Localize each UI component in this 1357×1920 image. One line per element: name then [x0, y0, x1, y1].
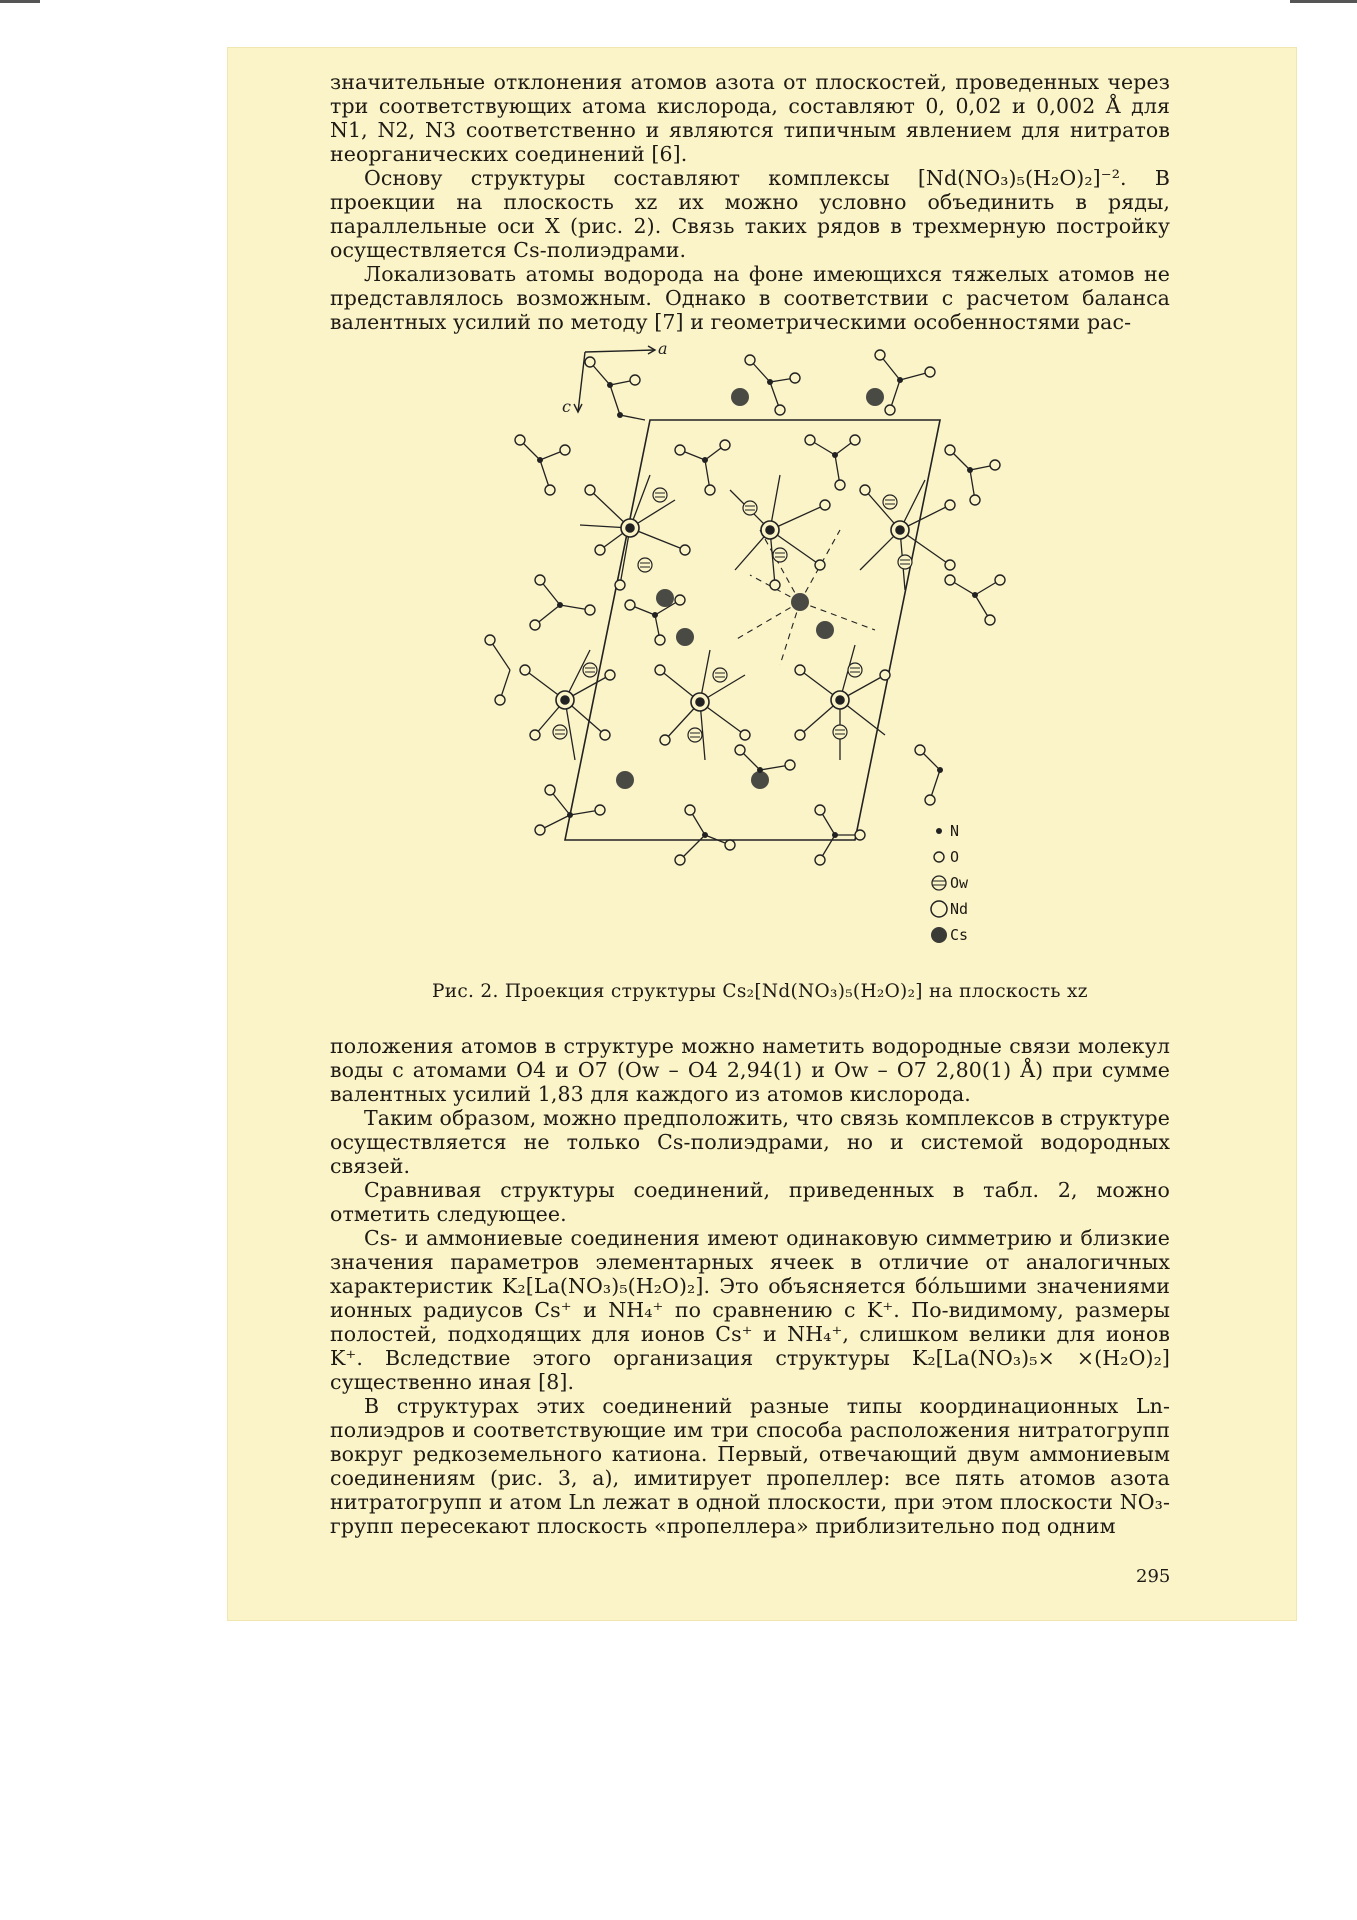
paragraph: Cs- и аммониевые соединения имеют одинаковую симметрию и близкие значения параметров элементарных ячеек в отличие от аналогичных характеристик K₂[La(NO₃)₅(H₂O)₂]. Это объясняется бо́льшими значениями ионных радиусов Cs⁺ и NH₄⁺ по сравнению с K⁺. По-видимому, размеры полостей, подходящих для ионов Cs⁺ и NH₄⁺, слишком велики для ионов K⁺. Вследствие этого организация структуры K₂[La(NO₃)₅× ×(H₂O)₂] существенно иная [8]. — [330, 1226, 1170, 1394]
paragraph: Сравнивая структуры соединений, приведенных в табл. 2, можно отметить следующее. — [330, 1178, 1170, 1226]
legend-item — [928, 922, 968, 948]
axis-label-a: a — [658, 340, 668, 358]
scan-edge-mark — [1290, 0, 1357, 3]
paragraph: В структурах этих соединений разные типы координационных Ln-полиэдров и соответствующие им три способа расположения нитратогрупп вокруг редкоземельного катиона. Первый, отвечающий двум аммониевым соединениям (рис. 3, a), имитирует пропеллер: все пять атомов азота нитратогрупп и атом Ln лежат в одной плоскости, при этом плоскости NO₃-групп пересекают плоскость «пропеллера» приблизительно под одним — [330, 1394, 1170, 1538]
paragraph: Таким образом, можно предположить, что связь комплексов в структуре осуществляется не только Cs-полиэдрами, но и системой водородных связей. — [330, 1106, 1170, 1178]
paragraph: Локализовать атомы водорода на фоне имеющихся тяжелых атомов не представлялось возможным. Однако в соответствии с расчетом баланса валентных усилий по методу [7] и геометрическими особенностями рас- — [330, 262, 1170, 334]
figure-legend — [928, 818, 968, 948]
neodymium-circle-icon — [928, 899, 950, 919]
legend-item — [928, 896, 968, 922]
oxygen-circle-icon — [928, 850, 950, 864]
legend-label: Ow — [950, 874, 969, 892]
water-oxygen-hatched-icon — [928, 874, 950, 892]
figure-caption: Рис. 2. Проекция структуры Cs₂[Nd(NO₃)₅(H₂O)₂] на плоскость xz — [432, 981, 1088, 1002]
legend-label: O — [950, 848, 960, 866]
paragraph: Основу структуры составляют комплексы [Nd(NO₃)₅(H₂O)₂]⁻². В проекции на плоскость xz их можно условно объединить в ряды, параллельные оси X (рис. 2). Связь таких рядов в трехмерную постройку осуществляется Cs-полиэдрами. — [330, 166, 1170, 262]
scan-edge-mark — [0, 0, 40, 3]
legend-item — [928, 818, 968, 844]
paragraph: значительные отклонения атомов азота от плоскостей, проведенных через три соответствующих атома кислорода, составляют 0, 0,02 и 0,002 Å для N1, N2, N3 соответственно и являются типичным явлением для нитратов неорганических соединений [6]. — [330, 70, 1170, 166]
text-block-bottom — [330, 1034, 1170, 1538]
legend-label: N — [950, 822, 960, 840]
legend-item — [928, 870, 968, 896]
cesium-filled-circle-icon — [928, 925, 950, 945]
legend-item — [928, 844, 968, 870]
page-number: 295 — [1136, 1566, 1171, 1587]
paragraph: положения атомов в структуре можно наметить водородные связи молекул воды с атомами O4 и O7 (Ow – O4 2,94(1) и Ow – O7 2,80(1) Å) при сумме валентных усилий 1,83 для каждого из атомов кислорода. — [330, 1034, 1170, 1106]
legend-label: Cs — [950, 926, 969, 944]
nitrogen-dot-icon — [928, 826, 950, 836]
legend-label: Nd — [950, 900, 969, 918]
text-block-top — [330, 70, 1170, 334]
axis-label-c: c — [562, 397, 571, 416]
